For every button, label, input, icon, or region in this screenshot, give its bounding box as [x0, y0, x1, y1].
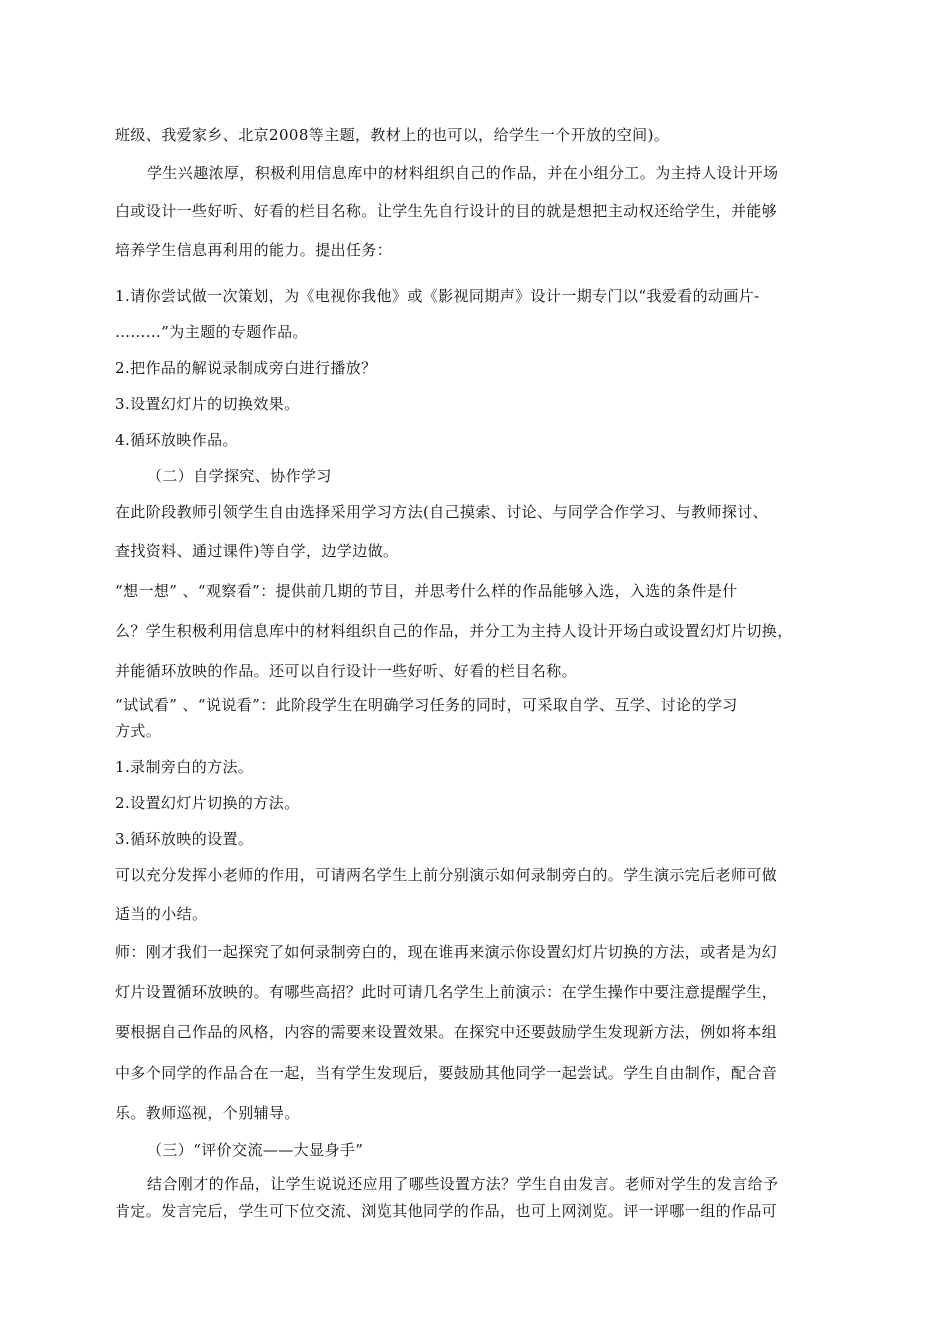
- text-line: ………”为主题的专题作品。: [115, 323, 308, 341]
- text-line: 在此阶段教师引领学生自由选择采用学习方法(自己摸索、讨论、与同学合作学习、与教师探讨、: [115, 503, 769, 521]
- text-line: 么？学生积极利用信息库中的材料组织自己的作品，并分工为主持人设计开场白或设置幻灯片切换，: [115, 622, 793, 640]
- text-line: 可以充分发挥小老师的作用，可请两名学生上前分别演示如何录制旁白的。学生演示完后老师可做: [115, 866, 778, 884]
- text-line: 2.设置幻灯片切换的方法。: [115, 794, 300, 812]
- text-line: 4.循环放映作品。: [115, 431, 238, 449]
- text-line: 1.录制旁白的方法。: [115, 758, 254, 776]
- text-line: 肯定。发言完后，学生可下位交流、浏览其他同学的作品，也可上网浏览。评一评哪一组的作品可: [115, 1202, 778, 1220]
- text-line: 结合刚才的作品，让学生说说还应用了哪些设置方法？学生自由发言。老师对学生的发言给予: [147, 1175, 779, 1193]
- text-line: 灯片设置循环放映的。有哪些高招？此时可请几名学生上前演示：在学生操作中要注意提醒学生，: [115, 983, 778, 1001]
- text-line: 要根据自己作品的风格，内容的需要来设置效果。在探究中还要鼓励学生发现新方法，例如将本组: [115, 1023, 778, 1041]
- text-line: 查找资料、通过课件)等自学，边学边做。: [115, 542, 399, 560]
- text-line: “试试看” 、“说说看”：此阶段学生在明确学习任务的同时，可采取自学、互学、讨论的学习: [115, 696, 738, 714]
- text-line: 2.把作品的解说录制成旁白进行播放？: [115, 359, 377, 377]
- text-line: 培养学生信息再利用的能力。提出任务：: [115, 241, 393, 259]
- text-line: 班级、我爱家乡、北京2008等主题，教材上的也可以，给学生一个开放的空间)。: [115, 126, 670, 144]
- text-line: 白或设计一些好听、好看的栏目名称。让学生先自行设计的目的就是想把主动权还给学生，并能够: [115, 202, 778, 220]
- text-line: 并能循环放映的作品。还可以自行设计一些好听、好看的栏目名称。: [115, 662, 578, 680]
- text-line: 3.循环放映的设置。: [115, 830, 254, 848]
- text-line: 中多个同学的作品合在一起，当有学生发现后，要鼓励其他同学一起尝试。学生自由制作，配合音: [115, 1064, 778, 1082]
- text-line: 适当的小结。: [115, 905, 208, 923]
- text-line: 师：刚才我们一起探究了如何录制旁白的，现在谁再来演示你设置幻灯片切换的方法，或者是为幻: [115, 943, 778, 961]
- section-heading: （二）自学探究、协作学习: [147, 467, 332, 485]
- text-line: 方式。: [115, 722, 162, 740]
- text-line: 学生兴趣浓厚，积极利用信息库中的材料组织自己的作品，并在小组分工。为主持人设计开场: [147, 164, 779, 182]
- text-line: “想一想” 、“观察看”：提供前几期的节目，并思考什么样的作品能够入选，入选的条件是什: [115, 582, 738, 600]
- text-line: 3.设置幻灯片的切换效果。: [115, 395, 300, 413]
- text-line: 乐。教师巡视，个别辅导。: [115, 1104, 300, 1122]
- text-line: 1.请你尝试做一次策划，为《电视你我他》或《影视同期声》设计一期专门以“我爱看的动画片-: [115, 287, 760, 305]
- section-heading: （三）“评价交流——大显身手”: [147, 1141, 364, 1159]
